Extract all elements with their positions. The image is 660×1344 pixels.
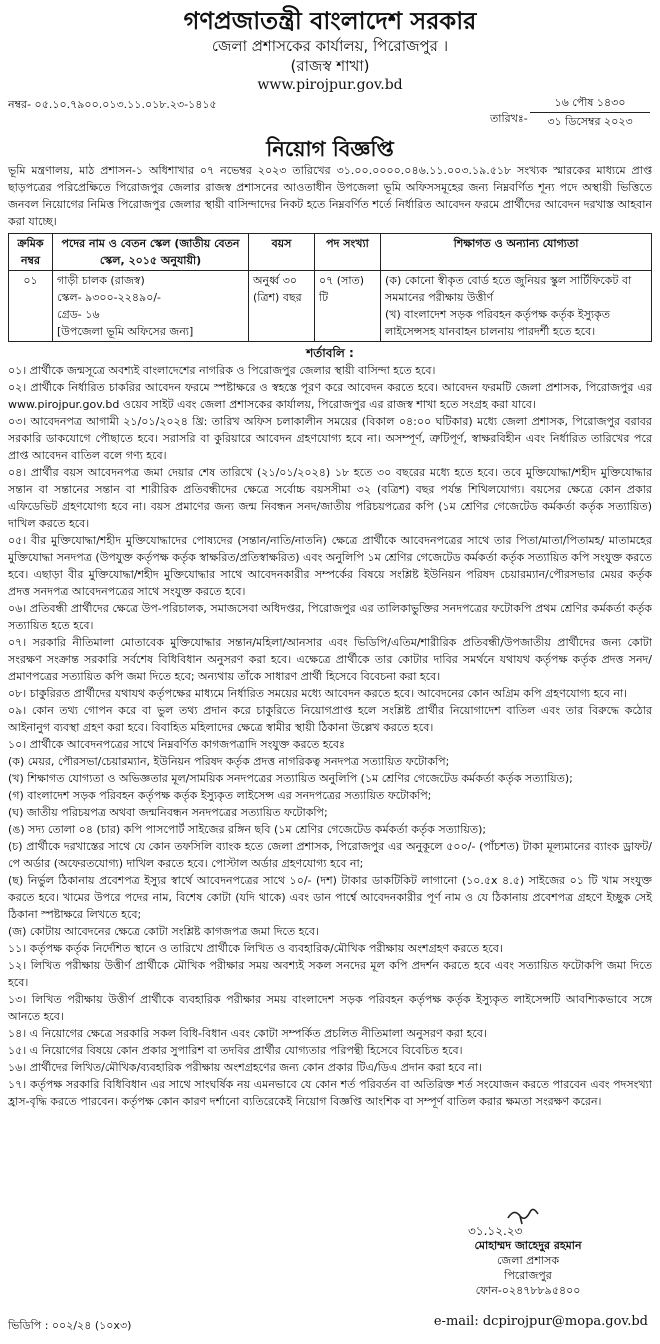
table-row [9,271,652,342]
condition-11: ১১। কর্তৃপক্ষ কর্তৃক নির্দেশিত স্থানে ও তারিখে প্রার্থীকে লিখিত ও ব্যবহারিক/মৌখিক পরীক্ষায় অংশগ্রহণ করতে হবে। [8,942,503,955]
th-age: বয়স [249,234,315,271]
date-label: তারিখঃ- [490,112,528,125]
table-header-row [9,234,652,271]
signatory-designation: জেলা প্রশাসক [496,1254,560,1267]
cell-age: অনুর্ধ্ব ৩০ (ত্রিশ) বছর [249,271,315,342]
condition-09: ০৯। কোন তথ্য গোপন করে বা ভুল তথ্য প্রদান করে চাকুরিতে নিয়োগপ্রাপ্ত হলে সংশ্লিষ্ট প্রার্থীর নিয়োগাদেশ বাতিল এবং তার বিরুদ্ধে কঠোর আইনানুগ ব্যবস্থা গ্রহণ করা হবে। বিবাহিত মহিলাদের ক্ষেত্রে স্বামীর স্থায়ী ঠিকানা উল্লেখ করতে হবে। [8,704,652,734]
condition-10-ja: (জ) কোটায় আবেদনের ক্ষেত্রে কোটা সংশ্লিষ্ট কাগজপত্র জমা দিতে হবে। [8,925,319,938]
signature-mark [428,1204,628,1238]
cell-serial: ০১ [9,271,53,342]
condition-10-ga: (গ) বাংলাদেশ সড়ক পরিবহন কর্তৃপক্ষ কর্তৃক ইস্যুকৃত লাইসেন্স এর সনদপত্রের সত্যায়িত ফটোকপি; [8,789,432,802]
condition-10-kha: (খ) শিক্ষাগত যোগ্যতা ও অভিজ্ঞতার মূল/সাময়িক সনদপত্রের সত্যায়িত অনুলিপি (১ম শ্রেণির গেজেটেড কর্মকর্তা কর্তৃক সত্যায়িত); [8,772,573,785]
posts-table [8,233,652,342]
condition-10-gha: (ঘ) জাতীয় পরিচয়পত্র অথবা জন্মনিবন্ধন সনদপত্রের সত্যায়িত ফটোকপি; [8,806,328,819]
th-qualification: শিক্ষাগত ও অন্যান্য যোগ্যতা [381,234,652,271]
condition-16: ১৬। প্রার্থীদের লিখিত/মৌখিক/ব্যবহারিক পরীক্ষায় অংশগ্রহণের জন্য কোন প্রকার টিএ/ডিএ প্রদান করা হবে না। [8,1061,482,1074]
condition-05: ০৫। বীর মুক্তিযোদ্ধা/শহীদ মুক্তিযোদ্ধাদের পোষ্যদের (সন্তান/নাতি/নাতনি) ক্ষেত্রে প্রার্থীকে আবেদনপত্রের সাথে তার পিতা/মাতা/পিতামহ/ মাতামহের মুক্তিযোদ্ধা সনদপত্র (উপযুক্ত কর্তৃপক্ষ কর্তৃক স্বাক্ষরিত/প্রতিস্বাক্ষরিত) এবং অনুলিপি ১ম শ্রেণির গেজেটেড কর্মকর্তা কর্তৃক সত্যায়িত কপি সংযুক্ত করতে হবে। এছাড়া বীর মুক্তিযোদ্ধা/শহীদ মুক্তিযোদ্ধার সাথে আবেদনকারীর সম্পর্কের বিষয়ে সংশ্লিষ্ট ইউনিয়ন পরিষদ চেয়ারম্যান/পৌরসভার মেয়র কর্তৃক প্রদত্ত সনদপত্র আবেদনপত্রের সাথে সংযুক্ত করতে হবে। [8,534,652,598]
website: www.pirojpur.gov.bd [257,77,403,93]
post-grade: গ্রেড- ১৬ [57,308,100,321]
th-serial: ক্রমিক নম্বর [9,234,53,271]
office-name: জেলা প্রশাসকের কার্যালয়, পিরোজপুর । [211,37,449,55]
memo-number: নম্বর- ০৫.১০.৭৯০০.০১৩.১১.০১৮.২৩-১৪১৫ [8,98,217,111]
condition-10-ka: (ক) মেয়র, পৌরসভা/চেয়ারম্যান, ইউনিয়ন পরিষদ কর্তৃক প্রদত্ত নাগরিকত্ব সনদপত্র সত্যায়িত ফটোকপি; [8,755,450,768]
signature-block [428,1204,628,1298]
post-name: গাড়ী চালক (রাজস্ব) [57,274,145,287]
condition-01: ০১। প্রার্থীকে জন্মসূত্রে অবশ্যই বাংলাদেশের নাগরিক ও পিরোজপুর জেলার স্থায়ী বাসিন্দা হতে হবে। [8,364,436,377]
branch-name: (রাজস্ব শাখা) [290,57,370,75]
condition-10: ১০। প্রার্থীকে আবেদনপত্রের সাথে নিম্নবর্ণিত কাগজপত্রাদি সংযুক্ত করতে হবেঃ [8,738,345,751]
notice-title: নিয়োগ বিজ্ঞপ্তি [266,137,394,161]
qualification-a: (ক) কোনো স্বীকৃত বোর্ড হতে জুনিয়র স্কুল সার্টিফিকেট বা সমমানের পরীক্ষায় উত্তীর্ণ [385,274,632,304]
th-count: পদ সংখ্যা [315,234,381,271]
post-scale: স্কেল- ৯৩০০-২২৪৯০/- [57,291,162,304]
conditions-title: শর্তাবলি : [306,346,354,360]
memo-row [8,94,652,134]
condition-07: ০৭। সরকারি নীতিমালা মোতাবেক মুক্তিযোদ্ধার সন্তান/মহিলা/আনসার এবং ভিডিপি/এতিম/শারীরিক প্রতিবন্ধী/উপজাতীয় প্রার্থীদের জন্য কোটা সংরক্ষণ সংক্রান্ত সরকারি সর্বশেষ বিধিবিধান অনুসরণ করা হবে। এক্ষেত্রে প্রার্থীকে তার কোটার দাবির সমর্থনে যথাযথ কর্তৃপক্ষ কর্তৃক প্রদত্ত সনদ/প্রমাণপত্রের সত্যায়িত কপি জমা দিতে হবে; অন্যথায় তাঁকে সাধারণ প্রার্থী হিসেবে বিবেচনা করা হবে। [8,636,652,683]
condition-13: ১৩। লিখিত পরীক্ষায় উত্তীর্ণ প্রার্থীকে ব্যবহারিক পরীক্ষার সময় বাংলাদেশ সড়ক পরিবহন কর্তৃপক্ষ কর্তৃক ইস্যুকৃত লাইসেন্সটি আবশ্যিকভাবে সঙ্গে আনতে হবে। [8,993,652,1023]
condition-10-umo: (ঙ) সদ্য তোলা ০৪ (চার) কপি পাসপোর্ট সাইজের রঙ্গিন ছবি (১ম শ্রেণির গেজেটেড কর্মকর্তা কর্তৃক সত্যায়িত); [8,823,487,836]
signatory-name: মোহাম্মদ জাহেদুর রহমান [474,1239,582,1252]
conditions-list [8,362,652,1110]
date-bangla: ১৬ পৌষ ১৪৩০ [530,94,650,113]
cell-count: ০৭ (সাত) টি [315,271,381,342]
condition-15: ১৫। এ নিয়োগের বিষয়ে কোন প্রকার সুপারিশ বা তদবির প্রার্থীর যোগ্যতার পরিপন্থী হিসেবে বিবেচিত হবে। [8,1044,463,1057]
email: e-mail: dcpirojpur@mopa.gov.bd [433,1314,648,1329]
notice-page [8,0,652,1332]
signature-date: ৩১.১২.২৩ [468,1224,523,1238]
date-english: ৩১ ডিসেম্বর ২০২৩ [547,115,633,128]
intro-paragraph: ভূমি মন্ত্রণালয়, মাঠ প্রশাসন-১ অধিশাখার ০৭ নভেম্বর ২০২৩ তারিখের ৩১.০০.০০০০.০৪৬.১১.০০৩.১৯.৫১৮ সংখ্যক স্মারকের মাধ্যমে প্রাপ্ত ছাড়পত্রের পরিপ্রেক্ষিতে পিরোজপুর জেলার রাজস্ব প্রশাসনের আওতাধীন উপজেলা ভূমি অফিসসমূহের জন্য নিম্নবর্ণিত শূন্য পদে অস্থায়ী ভিত্তিতে জনবল নিয়োগের নিমিত্ত পিরোজপুর জেলার স্থায়ী বাসিন্দাদের নিকট হতে নিম্নবর্ণিত শর্তে নির্ধারিত আবেদন ফরমে প্রার্থীদের আবেদন দরখাস্ত আহবান করা যাচ্ছে। [8,164,652,228]
vdp-code: ভিডিপি : ০০২/২৪ (১০x৩) [8,1319,132,1332]
condition-14: ১৪। এ নিয়োগের ক্ষেত্রে সরকারি সকল বিধি-বিধান এবং কোটা সম্পর্কিত প্রচলিত নীতিমালা অনুসরণ করা হবে। [8,1027,487,1040]
cell-post [53,271,249,342]
signatory-phone: ফোন-০২৪৭৮৮৯৫৪০০ [475,1284,581,1297]
th-post: পদের নাম ও বেতন স্কেল (জাতীয় বেতন স্কেল, ২০১৫ অনুযায়ী) [53,234,249,271]
condition-06: ০৬। প্রতিবন্ধী প্রার্থীদের ক্ষেত্রে উপ-পরিচালক, সমাজসেবা অধিদপ্তর, পিরোজপুর এর তালিকাভুক্তির সনদপত্রের ফটোকপি প্রথম শ্রেণির কর্মকর্তা কর্তৃক সত্যায়িত হতে হবে। [8,602,652,632]
cell-qualification [381,271,652,342]
qualification-b: (খ) বাংলাদেশ সড়ক পরিবহন কর্তৃপক্ষ কর্তৃক ইস্যুকৃত লাইসেন্সসহ যানবাহন চালনায় পারদর্শী হতে হবে। [385,308,610,338]
condition-17: ১৭। কর্তৃপক্ষ সরকারি বিধিবিধান এর সাথে সাংঘর্ষিক নয় এমনভাবে যে কোন শর্ত পরিবর্তন বা অতিরিক্ত শর্ত সংযোজন করতে পারবেন এবং পদসংখ্যা হ্রাস-বৃদ্ধি করতে পারবেন। কর্তৃপক্ষ কোন কারণ দর্শানো ব্যতিরেকেই নিয়োগ বিজ্ঞপ্তি আংশিক বা সম্পূর্ণ বাতিল করার ক্ষমতা সংরক্ষণ করেন। [8,1078,652,1108]
condition-08: ০৮। চাকুরিরত প্রার্থীদের যথাযথ কর্তৃপক্ষের মাধ্যমে নির্ধারিত সময়ের মধ্যে আবেদন করতে হবে। আবেদনের কোন অগ্রিম কপি গ্রহণযোগ্য হবে না। [8,687,628,700]
condition-02: ০২। প্রার্থীকে নির্ধারিত চাকরির আবেদন ফরমে স্পষ্টাক্ষরে ও স্বহস্তে পূরণ করে আবেদন করতে হবে। আবেদন ফরমটি জেলা প্রশাসক, পিরোজপুর এর www.pirojpur.gov.bd ওয়েব সাইট এবং জেলা প্রশাসকের কার্যালয়, পিরোজপুর এর রাজস্ব শাখা হতে সংগ্রহ করা যাবে। [8,381,652,411]
condition-03: ০৩। আবেদনপত্র আগামী ২১/০১/২০২৪ খ্রি: তারিখ অফিস চলাকালীন সময়ের (বিকাল ০৪:০০ ঘটিকার) মধ্যে জেলা প্রশাসক, পিরোজপুর বরাবর সরকারি ডাকযোগে পৌছাতে হবে। সরাসরি বা কুরিয়ারে আবেদন গ্রহণযোগ্য হবে না। অসম্পূর্ণ, ত্রুটিপূর্ণ, স্বাক্ষরবিহীন এবং নির্ধারিত তারিখের পরে প্রাপ্ত আবেদন বাতিল বলে গণ্য হবে। [8,415,652,462]
memo-date [530,94,650,131]
condition-10-cha: (চ) প্রার্থীকে দরখাস্তের সাথে যে কোন তফসিলি ব্যাংক হতে জেলা প্রশাসক, পিরোজপুর এর অনুকূলে ৫০০/- (পাঁচশত) টাকা মূল্যমানের ব্যাংক ড্রাফট/পে অর্ডার (অফেরতযোগ্য) দাখিল করতে হবে। পোস্টাল অর্ডার গ্রহণযোগ্য হবে না; [8,840,652,870]
condition-04: ০৪। প্রার্থীর বয়স আবেদনপত্র জমা দেয়ার শেষ তারিখে (২১/০১/২০২৪) ১৮ হতে ৩০ বছরের মধ্যে হতে হবে। তবে মুক্তিযোদ্ধা/শহীদ মুক্তিযোদ্ধার সন্তান বা সন্তানের সন্তান বা শারীরিক প্রতিবন্ধীদের ক্ষেত্রে সর্বোচ্চ বয়সসীমা ৩২ (বত্রিশ) বছর পর্যন্ত শিথিলযোগ্য। বয়সের ক্ষেত্রে কোন প্রকার এফিডেভিট গ্রহণযোগ্য হবে না। বয়স প্রমাণের জন্য জন্ম নিবন্ধন সনদ/জাতীয় পরিচয়পত্রের কপি (১ম শ্রেণির গেজেটেড কর্মকর্তা কর্তৃক সত্যায়িত) দাখিল করতে হবে। [8,466,652,530]
signatory-place: পিরোজপুর [504,1269,552,1282]
condition-12: ১২। লিখিত পরীক্ষায় উত্তীর্ণ প্রার্থীকে মৌখিক পরীক্ষার সময় অবশ্যই সকল সনদের মূল কপি প্রদর্শন করতে হবে এবং সত্যায়িত ফটোকপি জমা দিতে হবে। [8,959,652,989]
government-title: গণপ্রজাতন্ত্রী বাংলাদেশ সরকার [183,7,477,35]
condition-10-chha: (ছ) নির্ভুল ঠিকানায় প্রবেশপত্র ইস্যুর স্বার্থে আবেদনপত্রের সাথে ১০/- (দশ) টাকার ডাকটিকিট লাগানো (১০.৫x ৪.৫) সাইজের ০১ টি খাম সংযুক্ত করতে হবে। খামের উপরে পদের নাম, বিশেষ কোটা (যদি থাকে) এবং ডান পার্শ্বে আবেদনকারীর পূর্ণ নাম ও যে ঠিকানায় প্রবেশপত্র গ্রহণে ইচ্ছুক সেই ঠিকানা স্পষ্টাক্ষরে লিখতে হবে; [8,874,652,921]
post-office: [উপজেলা ভূমি অফিসের জন্য] [57,325,194,338]
